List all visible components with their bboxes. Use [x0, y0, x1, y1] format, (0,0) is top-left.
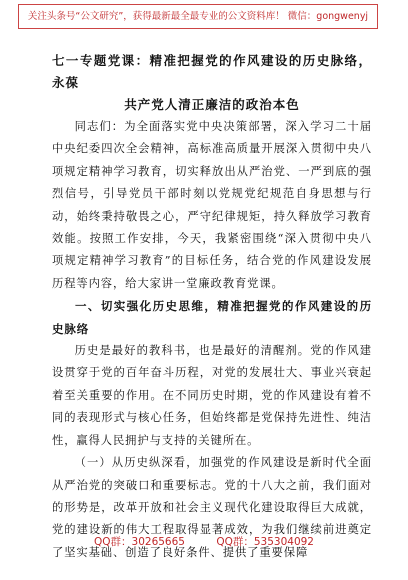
header-banner: 关注头条号“公文研究”，获得最新最全最专业的公文资料库！ 微信：gongwenyj — [18, 4, 378, 29]
document-title — [52, 50, 372, 116]
intro-paragraph: 同志们：为全面落实党中央决策部署，深入学习二十届中央纪委四次全会精神，高标准高质量开展深入贯彻中央八项规定精神学习教育，切实释放出从严治党、一严到底的强烈信号，引导党员干部时刻以党规党纪规范自身思想与行动，始终秉持敬畏之心，严守纪律规矩，持久释放学习教育效能。按照工作安排，今天，我紧密围绕“深入贯彻中央八项规定精神学习教育”的目标任务，结合党的作风建设发展历程等内容，给大家讲一堂廉政教育党课。 — [52, 120, 372, 290]
title-line-1: 七一专题党课：精准把握党的作风建设的历史脉络，永葆 — [52, 53, 372, 90]
footer — [0, 534, 408, 549]
section-1-subsection-1: （一）从历史纵深看，加强党的作风建设是新时代全面从严治党的突破口和重要标志。党的十八大之前，我们面对的形势是，改革开放和社会主义现代化建设取得巨大成就，党的建设新的伟大工程取得显著成效，为我们继续前进奠定了坚实基础、创造了良好条件、提供了重要保障 — [52, 456, 372, 559]
section-1-paragraph: 历史是最好的教科书，也是最好的清醒剂。党的作风建设贯穿于党的百年奋斗历程，对党的发展壮大、事业兴衰起着至关重要的作用。在不同历史时期，党的作风建设有着不同的表现形式与核心任务，但始终都是党保持先进性、纯洁性，赢得人民拥护与支持的关键所在。 — [52, 344, 372, 447]
title-line-2: 共产党人清正廉洁的政治本色 — [124, 97, 300, 112]
document-body — [52, 36, 372, 564]
section-1-heading: 一、切实强化历史思维，精准把握党的作风建设的历史脉络 — [52, 299, 372, 336]
footer-qq-group-2: QQ群：535304092 — [216, 536, 314, 548]
footer-qq-group-1: QQ群：30265665 — [94, 536, 185, 548]
